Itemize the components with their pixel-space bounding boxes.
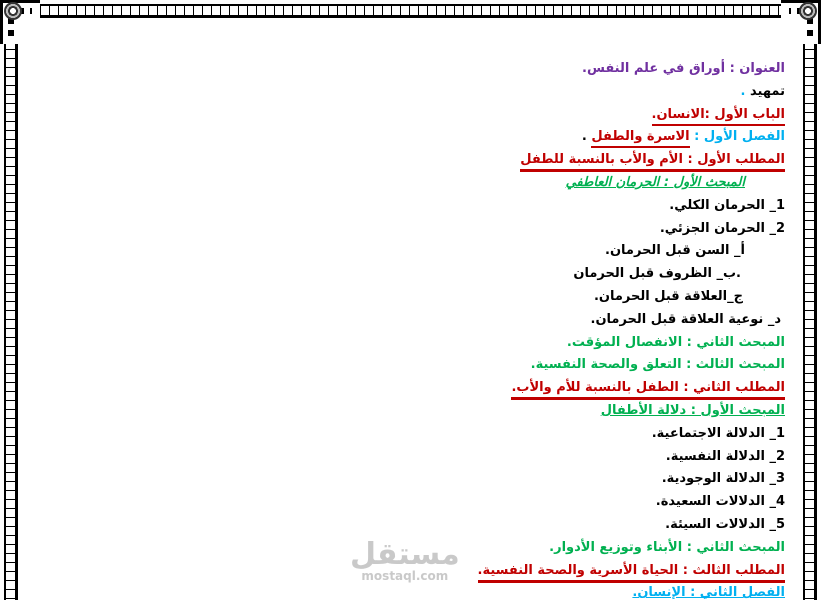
chapter-label: الفصل الأول : bbox=[689, 129, 785, 145]
subsection-text: المبحث الثاني : الانفصال المؤقت. bbox=[566, 334, 785, 350]
list-item-text: 5_ الدلالات السيئة. bbox=[665, 516, 785, 532]
page-border-right bbox=[803, 22, 817, 600]
sub-list-item-text: .ب_ الظروف قبل الحرمان bbox=[573, 266, 741, 282]
page-border-left bbox=[4, 22, 18, 600]
subsection-text: المبحث الأول : الحرمان العاطفي bbox=[565, 174, 745, 190]
document-body bbox=[40, 58, 785, 600]
sub-list-item bbox=[40, 263, 785, 286]
subsection-heading bbox=[40, 172, 785, 195]
list-item bbox=[40, 468, 785, 491]
title-text: العنوان : أوراق في علم النفس. bbox=[582, 61, 785, 76]
list-item bbox=[40, 491, 785, 514]
section-heading bbox=[40, 149, 785, 172]
watermark bbox=[350, 537, 460, 583]
list-item bbox=[40, 218, 785, 241]
chapter-suffix: . bbox=[581, 129, 592, 145]
section-text: المطلب الأول : الأم والأب بالنسبة للطفل bbox=[520, 151, 785, 172]
subsection-heading bbox=[40, 354, 785, 377]
list-item-text: 3_ الدلالة الوجودية. bbox=[661, 471, 785, 487]
list-item-text: 2_ الدلالة النفسية. bbox=[665, 448, 785, 464]
chapter-title: الاسرة والطفل bbox=[591, 128, 689, 148]
part-text: الباب الأول :الانسان. bbox=[652, 106, 786, 126]
watermark-logo: مستقل bbox=[350, 537, 460, 572]
list-item-text: 4_ الدلالات السعيدة. bbox=[655, 494, 785, 510]
subsection-text: المبحث الأول : دلالة الأطفال bbox=[600, 402, 785, 418]
list-item bbox=[40, 423, 785, 446]
list-item-text: 1_ الحرمان الكلي. bbox=[669, 197, 785, 213]
list-item-text: 1_ الدلالة الاجتماعية. bbox=[651, 425, 785, 441]
section-heading bbox=[40, 377, 785, 400]
subsection-heading bbox=[40, 400, 785, 423]
corner-knob-icon bbox=[799, 2, 817, 20]
part-heading bbox=[40, 104, 785, 127]
intro-text: تمهيد bbox=[750, 83, 785, 99]
subsection-heading bbox=[40, 332, 785, 355]
page-border-top bbox=[22, 4, 799, 18]
subsection-text: المبحث الثالث : التعلق والصحة النفسية. bbox=[530, 357, 785, 373]
chapter-heading bbox=[40, 582, 785, 605]
section-text: المطلب الثاني : الطفل بالنسبة للأم والأب. bbox=[511, 379, 785, 400]
chapter-heading bbox=[40, 126, 785, 149]
list-item-text: 2_ الحرمان الجزئي. bbox=[659, 220, 785, 236]
list-item bbox=[40, 514, 785, 537]
sub-list-item-text: د_ نوعية العلاقة قبل الحرمان. bbox=[590, 311, 781, 327]
list-item bbox=[40, 195, 785, 218]
corner-knob-icon bbox=[4, 2, 22, 20]
document-title bbox=[40, 58, 785, 81]
sub-list-item bbox=[40, 240, 785, 263]
chapter-label: الفصل الثاني : الإنسان. bbox=[632, 585, 785, 601]
section-text: المطلب الثالث : الحياة الأسرية والصحة النفسية. bbox=[478, 562, 786, 583]
sub-list-item bbox=[40, 286, 785, 309]
sub-list-item bbox=[40, 309, 785, 332]
sub-list-item-text: ج_العلاقة قبل الحرمان. bbox=[593, 288, 743, 304]
subsection-text: المبحث الثاني : الأبناء وتوزيع الأدوار. bbox=[549, 539, 785, 555]
watermark-url: mostaql.com bbox=[361, 569, 449, 583]
sub-list-item-text: أ_ السن قبل الحرمان. bbox=[605, 243, 745, 259]
list-item bbox=[40, 446, 785, 469]
intro-heading bbox=[40, 81, 785, 104]
intro-suffix: . bbox=[740, 83, 750, 99]
